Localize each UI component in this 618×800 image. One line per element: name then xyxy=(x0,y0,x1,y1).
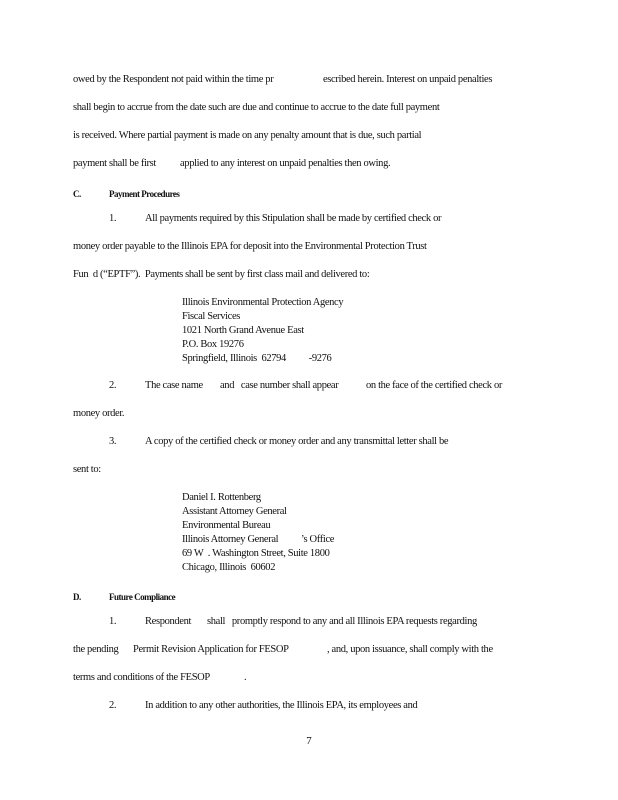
address-line: 1021 North Grand Avenue East xyxy=(182,324,304,336)
section-c-heading: Payment Procedures xyxy=(109,189,180,199)
text-line: sent to: xyxy=(73,464,101,475)
text-line: escribed herein. Interest on unpaid penalties xyxy=(323,74,493,85)
text-line: the pending xyxy=(73,644,119,655)
section-d-letter: D. xyxy=(73,592,81,602)
text-line: money order. xyxy=(73,408,125,419)
address-line: Illinois Attorney General ’s Office xyxy=(182,533,335,545)
paragraph-number: 1. xyxy=(109,213,117,224)
text-line: All payments required by this Stipulation shall be made by certified check or xyxy=(145,213,442,224)
text-line: payment shall be first xyxy=(73,158,156,169)
text-line: The case name xyxy=(145,380,203,391)
section-d-heading: Future Compliance xyxy=(109,592,176,602)
page-number: 7 xyxy=(306,735,312,747)
paragraph-number: 2. xyxy=(109,700,117,711)
address-line: Springfield, Illinois 62794 -9276 xyxy=(182,352,332,364)
text-line: owed by the Respondent not paid within the time pr xyxy=(73,74,274,85)
text-line: In addition to any other authorities, the Illinois EPA, its employees and xyxy=(145,700,418,711)
address-line: Illinois Environmental Protection Agency xyxy=(182,297,344,308)
text-line: on the face of the certified check or xyxy=(366,380,503,391)
address-line: Assistant Attorney General xyxy=(182,505,287,517)
text-line: Permit Revision Application for FESOP xyxy=(133,644,289,655)
address-line: Chicago, Illinois 60602 xyxy=(182,561,276,573)
address-line: Environmental Bureau xyxy=(182,519,271,531)
text-line: is received. Where partial payment is made on any penalty amount that is due, such partial xyxy=(73,130,422,141)
address-line: Daniel I. Rottenberg xyxy=(182,492,261,503)
address-line: Fiscal Services xyxy=(182,310,241,322)
text-line: and case number shall appear xyxy=(220,380,339,391)
text-line: A copy of the certified check or money order and any transmittal letter shall be xyxy=(145,436,449,447)
paragraph-number: 3. xyxy=(109,436,117,447)
paragraph-number: 1. xyxy=(109,616,117,627)
address-line: P.O. Box 19276 xyxy=(182,338,244,350)
copy-address-block xyxy=(182,491,334,574)
text-line: Fun d (“EPTF”). Payments shall be sent by first class mail and delivered to: xyxy=(73,269,370,280)
text-line: terms and conditions of the FESOP xyxy=(73,672,210,683)
payment-address-block xyxy=(182,296,343,366)
text-line: , and, upon issuance, shall comply with the xyxy=(327,644,493,655)
text-line: shall promptly respond to any and all Illinois EPA requests regarding xyxy=(207,616,477,627)
section-c-letter: C. xyxy=(73,189,81,199)
text-line: shall begin to accrue from the date such are due and continue to accrue to the date full payment xyxy=(73,102,440,113)
text-line: money order payable to the Illinois EPA for deposit into the Environmental Protection Trust xyxy=(73,241,427,252)
text-line: Respondent xyxy=(145,616,192,627)
text-line: applied to any interest on unpaid penalties then owing. xyxy=(180,158,391,169)
paragraph-number: 2. xyxy=(109,380,117,391)
text-line: . xyxy=(244,672,247,683)
address-line: 69 W . Washington Street, Suite 1800 xyxy=(182,547,330,559)
